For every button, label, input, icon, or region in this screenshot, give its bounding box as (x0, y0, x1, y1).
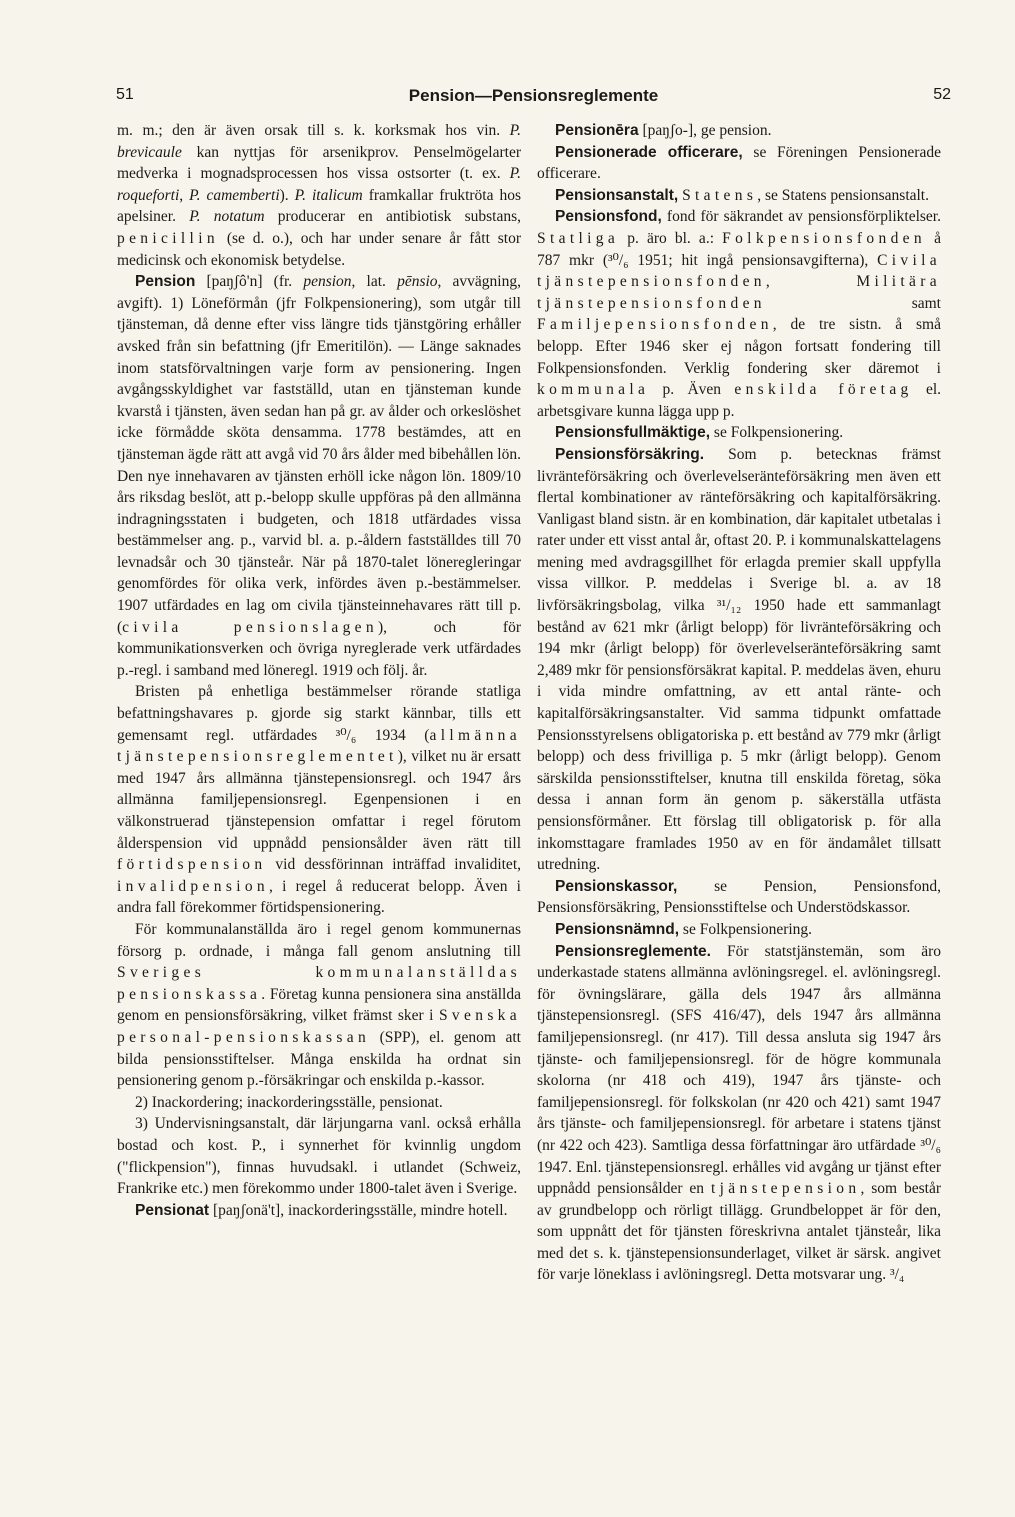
running-title: Pension—Pensionsreglemente (408, 86, 659, 105)
text-run: p. äro bl. a.: (619, 229, 723, 247)
right-column (537, 120, 941, 1286)
text-run: se Folkpensionering. (679, 920, 813, 938)
text-run: , se Statens pensionsanstalt. (757, 186, 929, 204)
spaced-term: Militära tjänstepensionsfonden (537, 273, 941, 312)
text-run: producerar en antibiotisk substans, (264, 208, 522, 226)
text-run: p. Även (649, 381, 735, 399)
running-header (116, 86, 951, 112)
spaced-term: Familjepensionsfonden (537, 316, 773, 334)
spaced-term: Sveriges kommunalanställdas pensionskassa (117, 964, 521, 1003)
dictionary-entry (537, 206, 941, 422)
dictionary-entry (537, 422, 941, 444)
spaced-term: Statens (682, 186, 758, 204)
text-run: Bristen på enhetliga bestämmelser rörande statliga befattningshavares p. gjorde sig starkt kännbar, tills ett gemensamt regl. utfärdades ³⁰/₆ 1934 ( (117, 683, 521, 744)
text-run: För statstjänstemän, som äro underkastade statens allmänna avlöningsregel. el. avlöningsregl. för övningslärare, gälla dels 1947 års allmänna tjänstepensionsregl. (SFS 416/47), dels 1947 års allmänna familjepensionsregl. (nr 417). Till dessa ansluta sig 1947 års tjänste- och familjepensionsregl. för de högre kommunala skolorna (nr 418 och 419), 1947 års tjänste- och familjepensionsregl. för folkskolan (nr 420 och 421) samt 1947 års tjänste- och familjepensionsregl. för arbetare i statens tjänst (nr 422 och 423). Samtliga dessa författningar äro utfärdade ³⁰/₆ 1947. Enl. tjänstepensionsregl. erhålles vid avgång ur tjänst efter uppnådd pensionsålder en (537, 942, 941, 1198)
dictionary-entry (537, 876, 941, 919)
spaced-term: allmänna tjänstepensionsreglementet (117, 726, 521, 766)
headword: Pensionsreglemente. (555, 942, 711, 960)
italic-term: pension (303, 273, 352, 291)
text-run: Som p. betecknas främst livränteförsäkring och överlevelseränteförsäkring men även ett flertal kombinationer av ränteförsäkring och kapitalförsäkring. Vanligast bland sistn. är en kombination, där kapitalet utbetalas i rater under ett visst antal år, oftast 20. P. i kommunalskattelagens mening med avdragsgillhet för erlagda premier skall uppfylla vissa villkor. P. meddelas i Sverige bl. a. av 18 livförsäkringsbolag, vilka ³¹/₁₂ 1950 hade ett sammanlagt bestånd av 621 mkr (årligt belopp) för livränteförsäkring och 194 mkr (årligt belopp) för överlevelseränteförsäkring samt 2,489 mkr för pensionsförsäkrat kapital. P. meddelas även, ehuru i vida mindre omfattning, av ett antal ränte- och kapitalförsäkringsanstalter. Vid samma tidpunkt omfattade Pensionsstyrelsens obligatoriska p. ett bestånd av 779 mkr (årligt belopp) och dess frivilliga p. 5 mkr (årligt belopp). Genom särskilda pensionsstiftelser, knutna till enskilda företag, söka dessa i annan form än genom p. säkerställa utfästa pensionsförmåner. Ett förslag till obligatorisk p. för alla inkomsttagare framlades 1950 av en för ändamålet tillsatt utredning. (537, 445, 941, 874)
spaced-term: Folkpensionsfonden (722, 229, 926, 247)
headword: Pensionsanstalt, (555, 186, 679, 204)
headword: Pensionsförsäkring. (555, 445, 705, 463)
dictionary-entry (537, 142, 941, 185)
text-run: se Pension, Pensionsfond, Pensionsförsäkring, Pensionsstiftelse och Understödskassor. (537, 877, 941, 917)
text-run: För kommunalanställda äro i regel genom kommunernas försorg p. ordnade, i många fall genom anslutning till (117, 920, 521, 960)
dictionary-entry (537, 444, 941, 876)
right-page-number: 52 (933, 86, 951, 103)
dictionary-entry (537, 941, 941, 1287)
text-run: ), och för kommunikationsverken och övriga nyreglerade verk utfärdades p.-regl. i samband med löneregl. 1919 och följ. år. (117, 618, 521, 679)
dictionary-entry (537, 919, 941, 941)
headword: Pensionsnämnd, (555, 920, 680, 938)
spaced-term: kommunala (537, 381, 650, 399)
paragraph (117, 919, 521, 1092)
italic-term: P. italicum (294, 186, 363, 204)
text-run: se Folkpensionering. (710, 424, 844, 442)
text-run: 2) Inackordering; inackorderingsställe, pensionat. (135, 1093, 443, 1111)
text-run: 3) Undervisningsanstalt, där lärjungarna vanl. också erhålla bostad och kost. P., i synnerhet för kvinnlig ungdom ("flickpension"), finnas huvudsakl. i utlandet (Schweiz, Frankrike etc.) men förekommo under 1800-talet även i Sverige. (117, 1115, 521, 1198)
left-page-number: 51 (116, 86, 134, 103)
headword: Pensionat (135, 1201, 210, 1219)
dictionary-entry (117, 271, 521, 681)
text-run: samt (765, 294, 941, 312)
spaced-term: civila pensionslagen (122, 618, 378, 636)
headword: Pensionsfond, (555, 208, 662, 226)
italic-term: P. roqueforti, P. camemberti (117, 165, 521, 204)
text-run: [paŋʃonä't], inackorderingsställe, mindre hotell. (209, 1201, 508, 1219)
paragraph (117, 681, 521, 919)
spaced-term: Civila tjänstepensionsfonden (537, 251, 941, 291)
text-run: [paŋʃô'n] (fr. (195, 273, 304, 291)
text-run: kan nyttjas för arsenikprov. Penselmögelarter medverka i mognadsprocessen hos vissa ostsorter (t. ex. (117, 143, 521, 183)
spaced-term: förtidspension (117, 856, 267, 874)
dictionary-entry (537, 120, 941, 142)
left-column (117, 120, 521, 1221)
spaced-term: penicillin (117, 229, 219, 247)
text-run: framkallar fruktröta hos apelsiner. (117, 186, 521, 226)
dictionary-entry (537, 185, 941, 207)
text-run: , lat. (351, 273, 398, 291)
text-run: å 787 mkr (³⁰/₆ 1951; hit ingå pensionsavgifterna), (537, 229, 941, 269)
spaced-term: tjänstepension (710, 1180, 861, 1198)
text-run: [paŋʃo-], ge pension. (638, 122, 772, 139)
text-run: ), vilket nu är ersatt med 1947 års allmänna tjänstepensionsregl. och 1947 års allmänna familjepensionsregl. Egenpensionen i en välkonstruerad tjänstepension omfattar i regel förutom ålderspension vid uppnådd pensionsålder även rätt till (117, 748, 521, 852)
text-run: (se d. o.), och har under senare år fått stor medicinsk och ekonomisk betydelse. (117, 229, 521, 269)
spaced-term: enskilda företag (734, 381, 913, 399)
continued-paragraph (117, 120, 521, 271)
headword: Pension (135, 273, 196, 291)
text-run: ). (279, 186, 295, 204)
paragraph (117, 1113, 521, 1199)
italic-term: P. brevicaule (117, 122, 521, 161)
text-run: fond för säkrandet av pensionsförpliktelser. (661, 208, 941, 226)
text-run: (SPP), el. genom att bilda pensionsstiftelser. Många enskilda ha ordnat sin pensionering genom p.-försäkringar och enskilda p.-kassor. (117, 1028, 521, 1090)
text-run: se Föreningen Pensionerade officerare. (537, 143, 941, 183)
text-run: , som består av grundbelopp och rörligt tillägg. Grundbeloppet är för den, som uppnått det för tjänsten föreskrivna antalet tjänsteår, lika med det s. k. tjänstepensionsunderlaget, vilket är särsk. angivet för varje löneklass i avlöningsregl. Detta motsvarar ung. ³/₄ (537, 1180, 941, 1284)
text-run: el. arbetsgivare kunna lägga upp p. (537, 381, 942, 420)
paragraph (117, 1092, 521, 1114)
italic-term: pēnsio (397, 273, 438, 291)
text-run: , (765, 273, 857, 291)
italic-term: P. notatum (189, 208, 265, 226)
headword: Pensionsfullmäktige, (555, 424, 711, 442)
text-run: , i regel å reducerat belopp. Även i andra fall förekommer förtidspensionering. (117, 877, 521, 917)
headword: Pensionēra (555, 122, 639, 139)
dictionary-entry (117, 1200, 521, 1222)
spaced-term: Svenska personal-pensionskassan (117, 1007, 521, 1046)
headword: Pensionskassor, (555, 877, 678, 895)
headword: Pensionerade officerare, (555, 143, 743, 161)
text-run: m. m.; den är även orsak till s. k. korksmak hos vin. (117, 122, 510, 139)
spaced-term: Statliga (537, 229, 620, 247)
text-run: , de tre sistn. å små belopp. Efter 1946 sker ej någon fortsatt fondering till Folkpensionsfonden. Verklig fondering sker däremot i (537, 316, 941, 377)
text-run: vid dessförinnan inträffad invaliditet, (266, 856, 521, 874)
spaced-term: invalidpension (117, 877, 270, 895)
text-run: , avvägning, avgift). 1) Löneförmån (jfr Folkpensionering), som utgår till tjänsteman, då denne efter viss längre tids tjänstgöring erhåller avsked från sin befattning (jfr Emeritilön). — Länge saknades inom statsförvaltningen varje form av pensionering. Ingen avgångsskyldighet var fastställd, utan en tjänsteman kunde kvarstå i tjänsten, även sedan han på gr. av ålder och orkeslöshet icke förmådde sköta densamma. 1778 bestämdes, att en tjänsteman ägde rätt att avgå vid 70 års ålder med bibehållen lön. Den nye innehavaren av tjänsten erhöll icke någon lön. 1809/10 års riksdag beslöt, att p.-belopp skulle uppföras på den allmänna indragningsstaten i budgeten, och 1818 utfärdades vissa bestämmelser ang. p., varvid bl. a. p.-åldern fastställdes till 70 levnadsår och 30 tjänsteår. När på 1870-talet löneregleringar genomfördes för olika verk, infördes även p.-bestämmelser. 1907 utfärdades en lag om civila tjänsteinnehavares rätt till p. ( (117, 273, 521, 636)
text-run: . Företag kunna pensionera sina anställda genom en pensionsförsäkring, vilket främst sker i (117, 985, 521, 1025)
